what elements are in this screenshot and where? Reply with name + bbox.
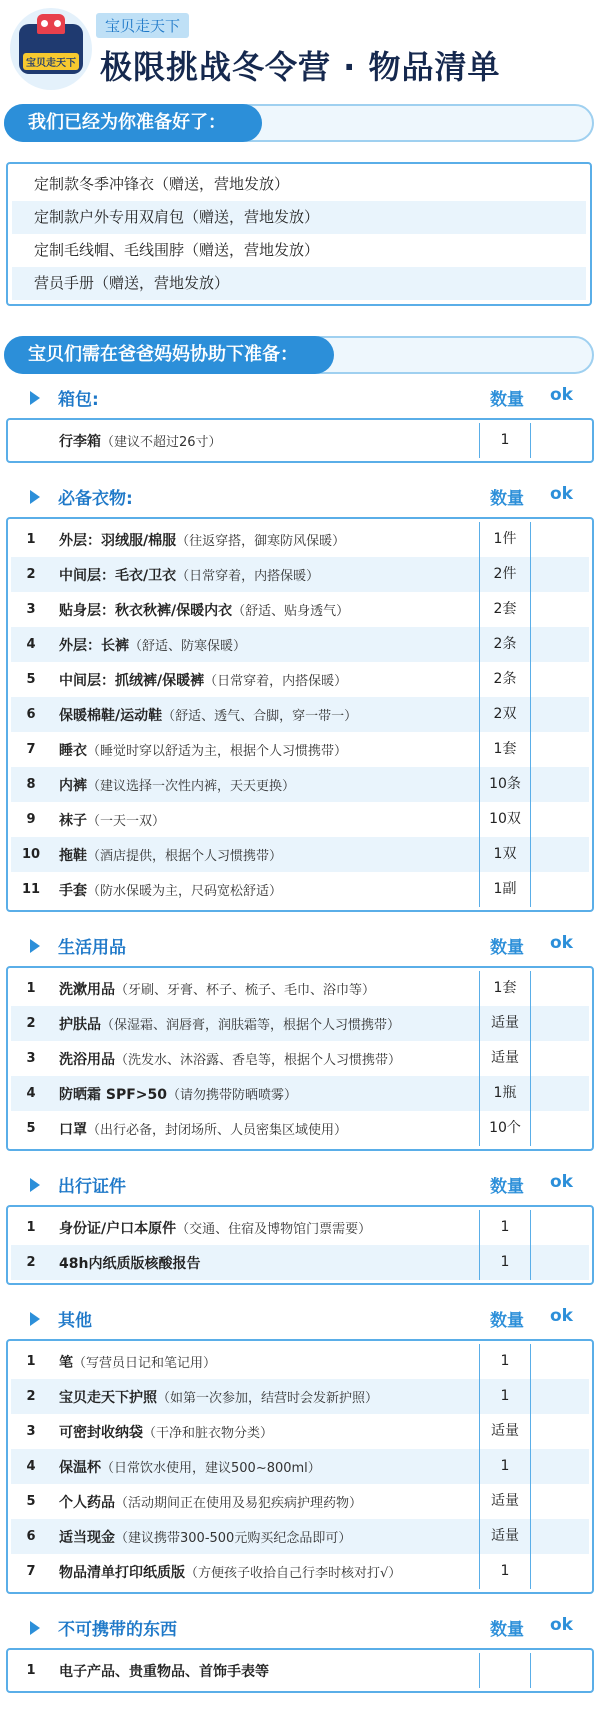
item-note: （一天一双） (87, 813, 166, 829)
item-name: 48h内纸质版核酸报告 (59, 1255, 201, 1272)
item-name: 宝贝走天下护照 (59, 1389, 157, 1406)
item-name: 洗浴用品 (59, 1051, 115, 1068)
quantity-cell: 1 (479, 1210, 531, 1245)
section-title: 其他 (58, 1311, 92, 1331)
logo-badge-icon (19, 24, 83, 74)
ok-header: ok (550, 385, 573, 405)
quantity-cell: 2双 (479, 697, 531, 732)
item-name: 物品清单打印纸质版 (59, 1564, 185, 1581)
table-row (11, 592, 589, 627)
item-name: 中间层：抓绒裤/保暖裤 (59, 672, 205, 689)
prepared-item: 营员手册（赠送，营地发放） (12, 267, 586, 300)
row-number: 2 (26, 1389, 36, 1404)
row-number: 5 (26, 1121, 36, 1136)
table-row (11, 627, 589, 662)
section-title: 箱包: (58, 390, 99, 410)
quantity-cell: 1双 (479, 837, 531, 872)
quantity-cell: 适量 (479, 1006, 531, 1041)
row-number: 3 (26, 1051, 36, 1066)
quantity-cell: 1 (479, 1344, 531, 1379)
prepared-item: 定制毛线帽、毛线围脖（赠送，营地发放） (34, 241, 320, 259)
section-gap (0, 912, 600, 922)
quantity-cell: 适量 (479, 1041, 531, 1076)
row-number: 1 (26, 981, 36, 996)
quantity-cell: 2条 (479, 627, 531, 662)
item-name: 贴身层：秋衣秋裤/保暖内衣 (59, 602, 233, 619)
row-number: 1 (26, 532, 36, 547)
brand-tag: 宝贝走天下 (96, 13, 189, 38)
row-number: 2 (26, 1016, 36, 1031)
item-name: 手套 (59, 882, 87, 899)
quantity-cell: 适量 (479, 1519, 531, 1554)
table-row (11, 1554, 589, 1589)
item-note: （日常饮水使用，建议500~800ml） (101, 1460, 321, 1476)
item-cell (51, 1253, 479, 1273)
checklist-table (6, 1648, 594, 1693)
item-name: 适当现金 (59, 1529, 115, 1546)
quantity-cell: 1套 (479, 971, 531, 1006)
item-name: 内裤 (59, 777, 87, 794)
item-cell (51, 1014, 479, 1034)
checklist-table (6, 1339, 594, 1594)
item-name: 保暖棉鞋/运动鞋 (59, 707, 163, 724)
item-note: （防水保暖为主，尺码宽松舒适） (87, 883, 283, 899)
row-number: 5 (26, 672, 36, 687)
item-cell (51, 1492, 479, 1512)
prepared-banner (0, 104, 600, 142)
triangle-right-icon (30, 1621, 40, 1635)
item-name: 袜子 (59, 812, 87, 829)
row-number: 1 (26, 1220, 36, 1235)
item-name: 电子产品、贵重物品、首饰手表等 (59, 1663, 269, 1680)
robot-face-icon (37, 14, 65, 34)
item-cell (51, 979, 479, 999)
row-number: 4 (26, 1459, 36, 1474)
row-number: 6 (26, 1529, 36, 1544)
triangle-right-icon (30, 1178, 40, 1192)
item-name: 外层：长裤 (59, 637, 129, 654)
ok-header: ok (550, 484, 573, 504)
checklist-table (6, 1205, 594, 1285)
row-number: 1 (26, 1663, 36, 1678)
item-cell (51, 1049, 479, 1069)
item-name: 睡衣 (59, 742, 87, 759)
item-note: （酒店提供，根据个人习惯携带） (87, 848, 283, 864)
item-note: （如第一次参加，结营时会发新护照） (157, 1390, 379, 1406)
checklist-table (6, 418, 594, 463)
item-note: （出行必备，封闭场所、人员密集区域使用） (87, 1122, 348, 1138)
qty-header: 数量 (490, 1620, 524, 1640)
item-name: 护肤品 (59, 1016, 101, 1033)
qty-header: 数量 (490, 1311, 524, 1331)
item-cell (51, 810, 479, 830)
item-cell (51, 1352, 479, 1372)
section-gap (0, 1594, 600, 1604)
item-note: （干净和脏衣物分类） (143, 1425, 274, 1441)
item-cell (51, 431, 479, 451)
item-cell (51, 600, 479, 620)
row-number: 11 (21, 882, 41, 897)
page-header (0, 0, 600, 100)
quantity-cell: 1 (479, 423, 531, 458)
table-row (11, 837, 589, 872)
item-cell (51, 1661, 479, 1681)
item-name: 可密封收纳袋 (59, 1424, 143, 1441)
table-row (11, 802, 589, 837)
section-header (0, 473, 600, 517)
quantity-cell: 1瓶 (479, 1076, 531, 1111)
table-row (11, 1111, 589, 1146)
item-name: 洗漱用品 (59, 981, 115, 998)
item-cell (51, 635, 479, 655)
section-gap (0, 1151, 600, 1161)
item-cell (51, 1084, 479, 1104)
table-row (11, 697, 589, 732)
item-name: 行李箱 (59, 433, 101, 450)
table-row (11, 971, 589, 1006)
row-number: 3 (26, 1424, 36, 1439)
table-row (11, 1449, 589, 1484)
section-title: 不可携带的东西 (58, 1620, 177, 1640)
table-row (11, 1076, 589, 1111)
item-name: 拖鞋 (59, 847, 87, 864)
item-name: 保温杯 (59, 1459, 101, 1476)
section-header (0, 1295, 600, 1339)
item-note: （建议不超过26寸） (101, 434, 222, 450)
section-title: 必备衣物: (58, 489, 133, 509)
table-row (11, 662, 589, 697)
item-cell (51, 775, 479, 795)
section-title: 出行证件 (58, 1177, 126, 1197)
table-row (11, 1653, 589, 1688)
item-note: （请勿携带防晒喷雾） (167, 1087, 298, 1103)
quantity-cell: 适量 (479, 1414, 531, 1449)
quantity-cell: 2件 (479, 557, 531, 592)
quantity-cell: 2套 (479, 592, 531, 627)
table-row (11, 1414, 589, 1449)
item-cell (51, 705, 479, 725)
section-gap (0, 1285, 600, 1295)
item-note: （方便孩子收拾自己行李时核对打√） (185, 1565, 402, 1581)
row-number: 9 (26, 812, 36, 827)
table-row (11, 872, 589, 907)
quantity-cell: 10个 (479, 1111, 531, 1146)
item-note: （牙刷、牙膏、杯子、梳子、毛巾、浴巾等） (115, 982, 376, 998)
section-header (0, 922, 600, 966)
item-name: 外层：羽绒服/棉服 (59, 532, 177, 549)
item-note: （舒适、贴身透气） (232, 603, 350, 619)
row-number: 6 (26, 707, 36, 722)
item-cell (51, 845, 479, 865)
quantity-cell: 2条 (479, 662, 531, 697)
checklist-table (6, 966, 594, 1151)
table-row (11, 1344, 589, 1379)
item-name: 个人药品 (59, 1494, 115, 1511)
logo-text: 宝贝走天下 (23, 53, 79, 70)
section-gap (0, 1693, 600, 1703)
section-header (0, 1161, 600, 1205)
row-number: 8 (26, 777, 36, 792)
triangle-right-icon (30, 1312, 40, 1326)
qty-header: 数量 (490, 938, 524, 958)
prepared-item: 定制款冬季冲锋衣（赠送，营地发放） (34, 175, 290, 193)
item-name: 防晒霜 SPF>50 (59, 1086, 167, 1103)
prepared-list (6, 162, 592, 306)
item-note: （写营员日记和笔记用） (73, 1355, 217, 1371)
item-note: （舒适、防寒保暖） (129, 638, 247, 654)
item-cell (51, 670, 479, 690)
checklist-table (6, 517, 594, 912)
table-row (11, 1519, 589, 1554)
item-name: 口罩 (59, 1121, 87, 1138)
table-row (11, 423, 589, 458)
quantity-cell: 1件 (479, 522, 531, 557)
item-note: （保湿霜、润唇膏，润肤霜等，根据个人习惯携带） (101, 1017, 401, 1033)
prepared-item: 定制款户外专用双肩包（赠送，营地发放） (12, 201, 586, 234)
row-number: 2 (26, 567, 36, 582)
item-cell (51, 1562, 479, 1582)
section-gap (0, 463, 600, 473)
item-name: 笔 (59, 1354, 73, 1371)
row-number: 5 (26, 1494, 36, 1509)
table-row (11, 557, 589, 592)
table-row (11, 522, 589, 557)
quantity-cell: 1 (479, 1379, 531, 1414)
item-note: （活动期间正在使用及易犯疾病护理药物） (115, 1495, 363, 1511)
item-note: （往返穿搭，御寒防风保暖） (176, 533, 346, 549)
page-title: 极限挑战冬令营 · 物品清单 (100, 48, 501, 86)
quantity-cell: 10条 (479, 767, 531, 802)
row-number: 1 (26, 1354, 36, 1369)
quantity-cell: 1副 (479, 872, 531, 907)
item-cell (51, 1457, 479, 1477)
item-cell (51, 880, 479, 900)
section-header (0, 1604, 600, 1648)
qty-header: 数量 (490, 489, 524, 509)
table-row (11, 1006, 589, 1041)
row-number: 2 (26, 1255, 36, 1270)
row-number: 7 (26, 1564, 36, 1579)
quantity-cell: 1套 (479, 732, 531, 767)
item-cell (51, 1218, 479, 1238)
quantity-cell (479, 1653, 531, 1688)
item-name: 身份证/户口本原件 (59, 1220, 177, 1237)
quantity-cell: 适量 (479, 1484, 531, 1519)
brand-logo (10, 8, 92, 90)
triangle-right-icon (30, 391, 40, 405)
item-note: （建议携带300-500元购买纪念品即可） (115, 1530, 352, 1546)
table-row (11, 1245, 589, 1280)
table-row (11, 1041, 589, 1076)
quantity-cell: 1 (479, 1554, 531, 1589)
table-row (11, 1210, 589, 1245)
qty-header: 数量 (490, 390, 524, 410)
ok-header: ok (550, 1615, 573, 1635)
row-number: 10 (21, 847, 41, 862)
item-note: （建议选择一次性内裤，天天更换） (87, 778, 296, 794)
row-number: 4 (26, 1086, 36, 1101)
ok-header: ok (550, 933, 573, 953)
item-cell (51, 1422, 479, 1442)
parents-banner (0, 336, 600, 374)
item-note: （洗发水、沐浴露、香皂等，根据个人习惯携带） (115, 1052, 402, 1068)
prepared-banner-label: 我们已经为你准备好了： (4, 104, 262, 142)
item-note: （日常穿着，内搭保暖） (176, 568, 320, 584)
table-row (11, 732, 589, 767)
triangle-right-icon (30, 939, 40, 953)
table-row (11, 1379, 589, 1414)
sections-container (0, 374, 600, 1703)
row-number: 3 (26, 602, 36, 617)
row-number: 7 (26, 742, 36, 757)
item-name: 中间层：毛衣/卫衣 (59, 567, 177, 584)
qty-header: 数量 (490, 1177, 524, 1197)
item-note: （日常穿着，内搭保暖） (204, 673, 348, 689)
item-cell (51, 1119, 479, 1139)
ok-header: ok (550, 1172, 573, 1192)
item-cell (51, 1387, 479, 1407)
parents-banner-label: 宝贝们需在爸爸妈妈协助下准备： (4, 336, 334, 374)
item-cell (51, 1527, 479, 1547)
table-row (11, 767, 589, 802)
quantity-cell: 1 (479, 1245, 531, 1280)
quantity-cell: 10双 (479, 802, 531, 837)
ok-header: ok (550, 1306, 573, 1326)
row-number: 4 (26, 637, 36, 652)
item-cell (51, 565, 479, 585)
quantity-cell: 1 (479, 1449, 531, 1484)
triangle-right-icon (30, 490, 40, 504)
item-note: （睡觉时穿以舒适为主，根据个人习惯携带） (87, 743, 348, 759)
item-note: （舒适、透气、合脚，穿一带一） (162, 708, 358, 724)
section-title: 生活用品 (58, 938, 126, 958)
item-cell (51, 740, 479, 760)
table-row (11, 1484, 589, 1519)
item-cell (51, 530, 479, 550)
item-note: （交通、住宿及博物馆门票需要） (176, 1221, 372, 1237)
section-header (0, 374, 600, 418)
